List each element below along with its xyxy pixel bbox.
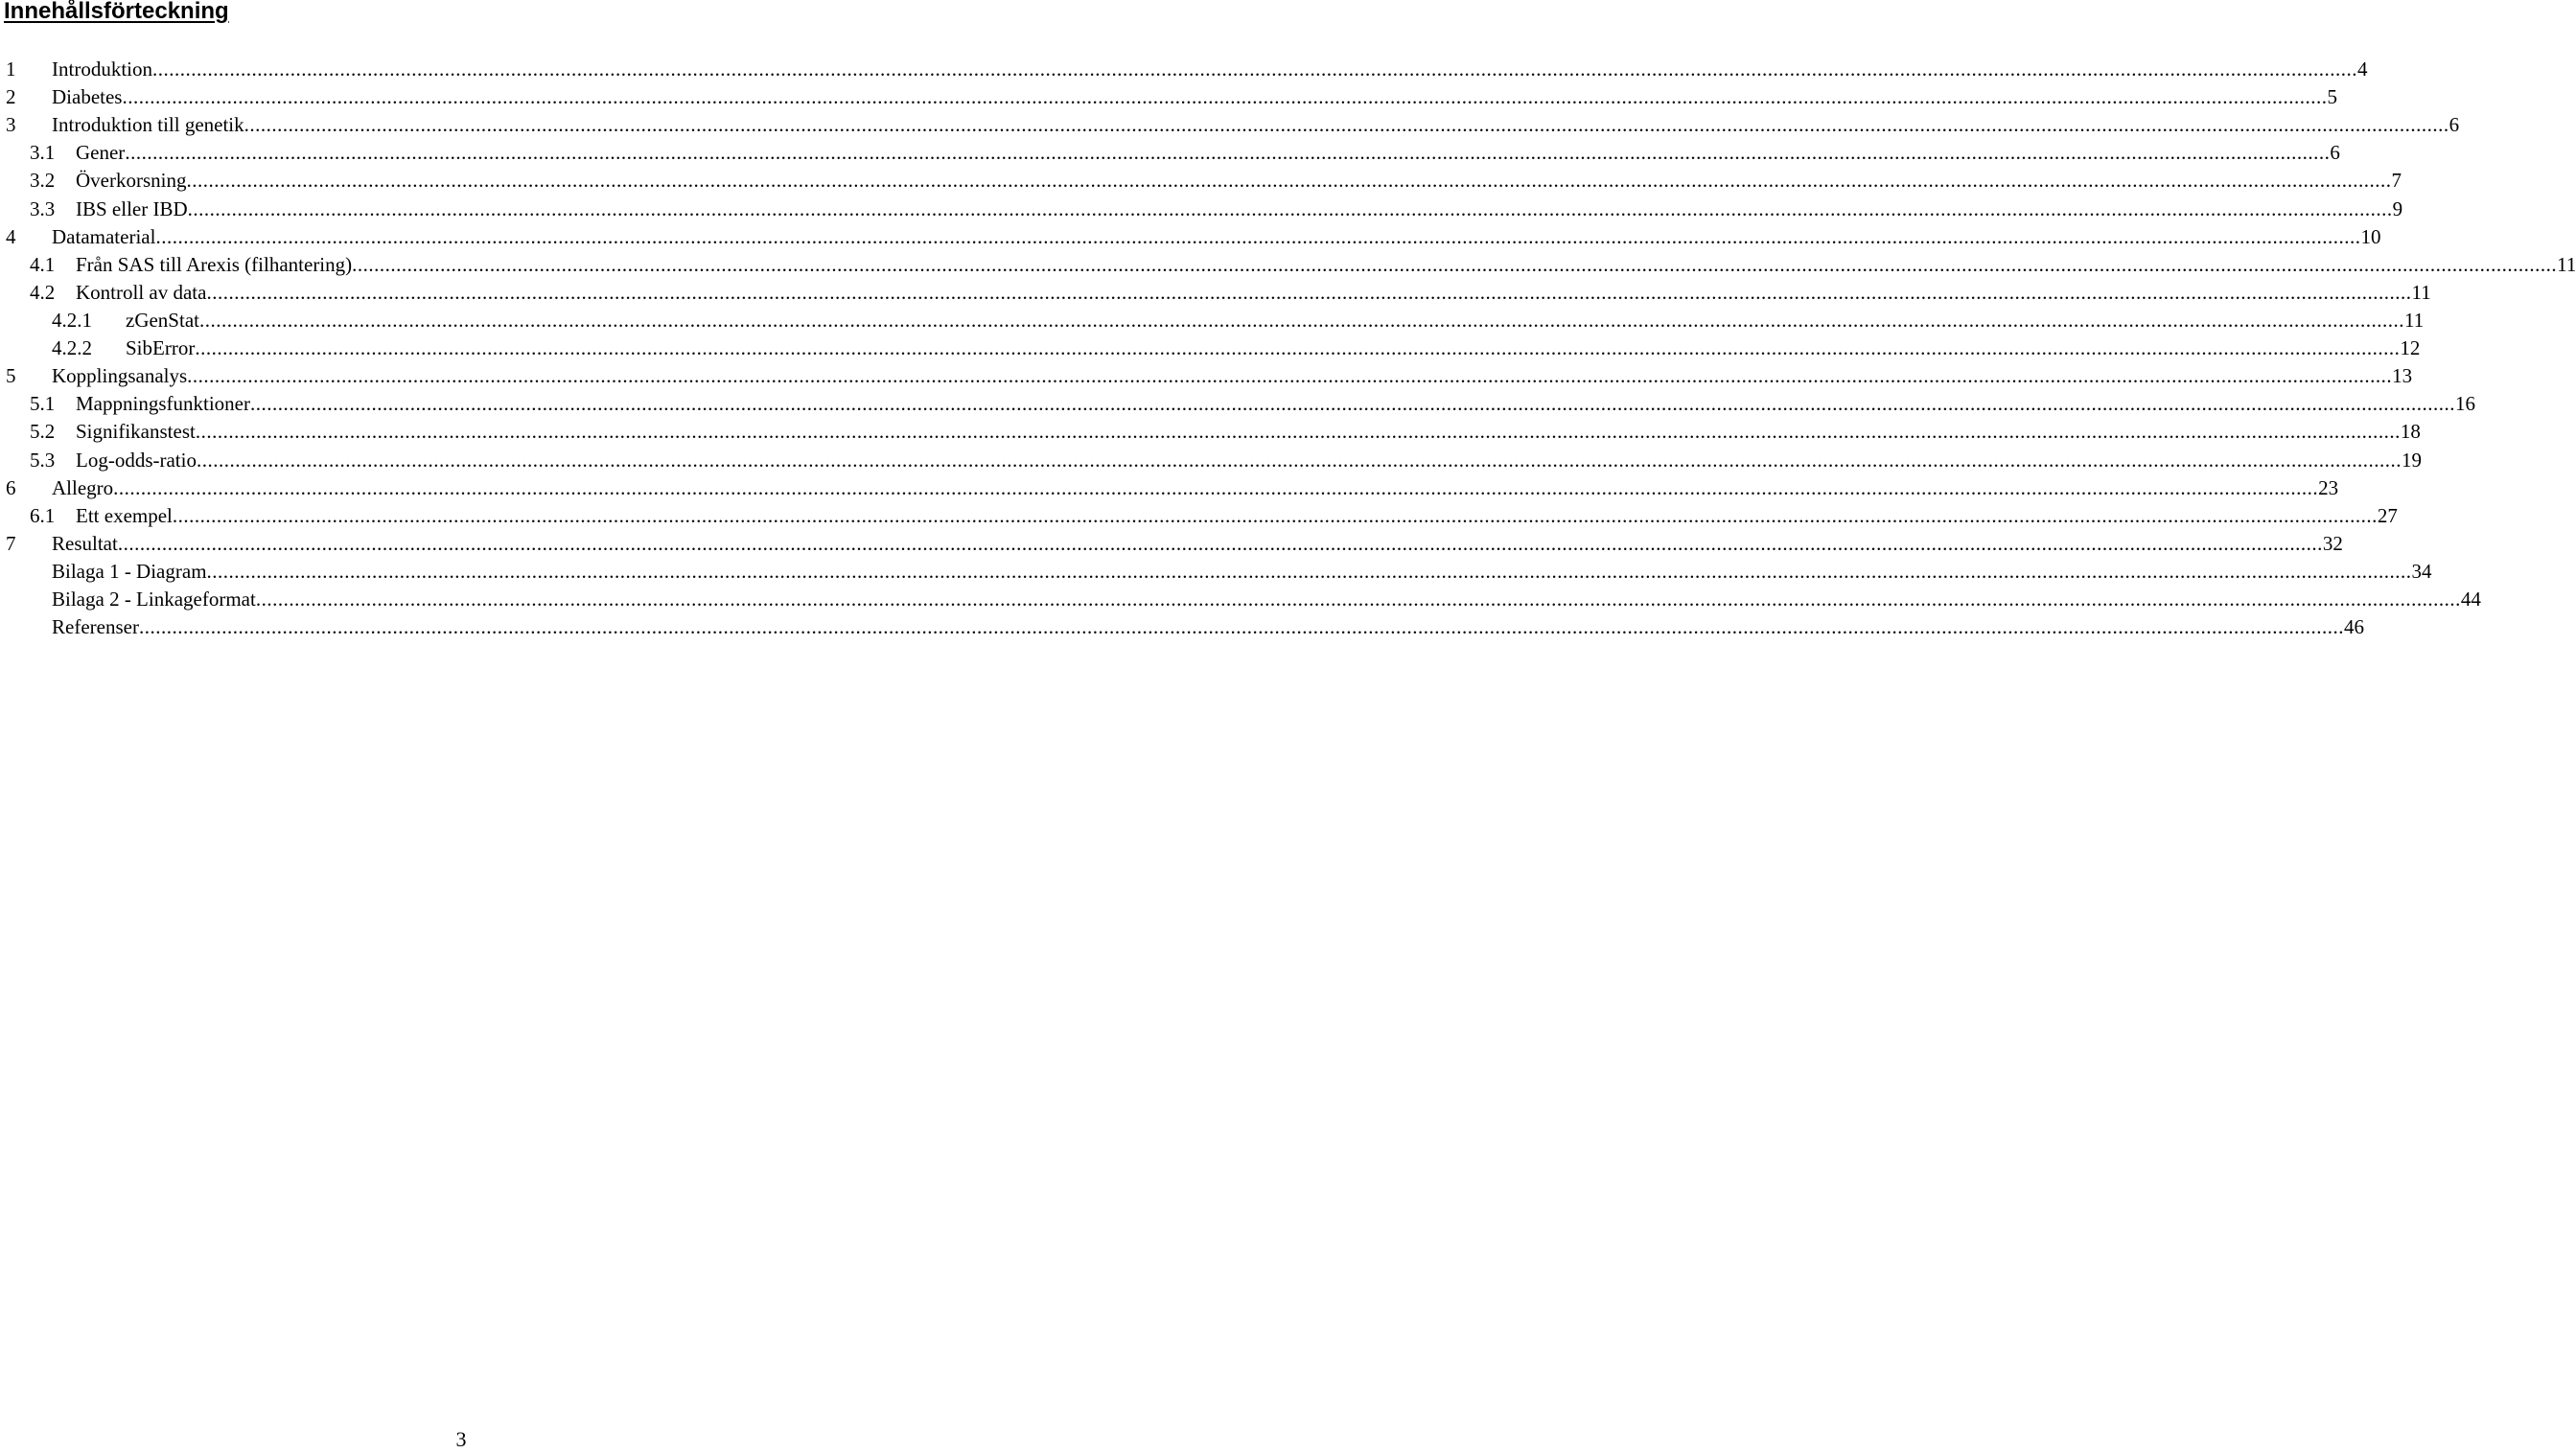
toc-entry-number: 5.2 — [30, 420, 56, 444]
toc-entry-line — [52, 474, 2339, 502]
toc-entry-line — [52, 586, 2481, 613]
toc-entry-page: 46 — [2343, 615, 2364, 639]
toc-entry-number: 5.3 — [30, 448, 56, 472]
page-title: Innehållsförteckning — [4, 0, 229, 24]
toc-entry-page: 4 — [2357, 58, 2368, 81]
toc-dot-leader: ................................................................................................................................................................................................................................................................................................................................................................................................................ — [172, 503, 2378, 527]
toc-entry-page: 11 — [2403, 308, 2425, 332]
toc-dot-leader: ................................................................................................................................................................................................................................................................................................................................................................................................................ — [117, 531, 2323, 555]
toc-entry-page: 27 — [2377, 503, 2398, 527]
toc-dot-leader: ................................................................................................................................................................................................................................................................................................................................................................................................................ — [138, 615, 2344, 639]
toc-dot-leader: ................................................................................................................................................................................................................................................................................................................................................................................................................ — [352, 252, 2558, 276]
toc-entry-number: 4.2.1 — [52, 308, 92, 332]
toc-entry-title: Allegro — [52, 475, 114, 499]
toc-entry-title: Signifikanstest — [76, 420, 196, 444]
toc-entry-line — [76, 418, 2421, 446]
toc-dot-leader: ................................................................................................................................................................................................................................................................................................................................................................................................................ — [255, 588, 2461, 611]
toc-entry-title: SibError — [126, 336, 196, 360]
toc-entry-title: Introduktion — [52, 58, 152, 81]
toc-entry-number: 3 — [6, 113, 16, 137]
toc-entry[interactable] — [0, 56, 2368, 83]
toc-entry-line — [52, 83, 2337, 111]
toc-entry-page: 19 — [2401, 448, 2422, 472]
toc-entry-title: IBS eller IBD — [76, 196, 188, 220]
toc-entry-page: 32 — [2322, 531, 2343, 555]
toc-entry[interactable] — [0, 418, 2421, 446]
toc-dot-leader: ................................................................................................................................................................................................................................................................................................................................................................................................................ — [186, 169, 2392, 193]
toc-dot-leader: ................................................................................................................................................................................................................................................................................................................................................................................................................ — [206, 280, 2412, 304]
toc-entry-number: 4.2.2 — [52, 336, 92, 360]
toc-entry-page: 18 — [2400, 420, 2421, 444]
toc-entry[interactable] — [0, 502, 2398, 530]
toc-entry[interactable] — [0, 334, 2421, 362]
page-number: 3 — [455, 1427, 467, 1451]
toc-dot-leader: ................................................................................................................................................................................................................................................................................................................................................................................................................ — [152, 58, 2357, 81]
toc-entry-title: Överkorsning — [76, 169, 187, 193]
toc-entry[interactable] — [0, 447, 2422, 474]
toc-entry-line — [76, 167, 2402, 195]
toc-entry-line — [76, 139, 2340, 167]
toc-entry-line — [52, 530, 2343, 558]
toc-entry-page: 7 — [2391, 169, 2402, 193]
toc-entry-title: Introduktion till genetik — [52, 113, 244, 137]
toc-dot-leader: ................................................................................................................................................................................................................................................................................................................................................................................................................ — [206, 559, 2412, 583]
toc-dot-leader: ................................................................................................................................................................................................................................................................................................................................................................................................................ — [196, 448, 2402, 472]
toc-entry-line — [52, 111, 2460, 139]
toc-entry-page: 23 — [2318, 475, 2339, 499]
toc-entry[interactable] — [0, 530, 2343, 558]
toc-entry-page: 16 — [2454, 392, 2475, 416]
table-of-contents — [0, 56, 2576, 641]
toc-entry-page: 6 — [2448, 113, 2460, 137]
toc-entry-page: 5 — [2327, 85, 2337, 109]
toc-entry[interactable] — [0, 167, 2402, 195]
toc-entry-line — [52, 558, 2432, 586]
toc-entry[interactable] — [0, 251, 2576, 279]
toc-entry-number: 4.1 — [30, 252, 56, 276]
toc-entry[interactable] — [0, 279, 2431, 307]
toc-entry-number: 3.1 — [30, 141, 56, 165]
toc-entry-line — [126, 334, 2421, 362]
toc-entry-number: 5.1 — [30, 392, 56, 416]
toc-entry-title: Bilaga 2 - Linkageformat — [52, 588, 256, 611]
toc-dot-leader: ................................................................................................................................................................................................................................................................................................................................................................................................................ — [187, 196, 2393, 220]
toc-entry-number: 3.2 — [30, 169, 56, 193]
toc-entry-number: 4.2 — [30, 280, 56, 304]
toc-entry-title: Log-odds-ratio — [76, 448, 197, 472]
toc-entry-number: 2 — [6, 85, 16, 109]
toc-entry[interactable] — [0, 362, 2413, 390]
toc-entry[interactable] — [0, 613, 2364, 641]
toc-dot-leader: ................................................................................................................................................................................................................................................................................................................................................................................................................ — [125, 141, 2331, 165]
toc-entry-page: 9 — [2392, 196, 2403, 220]
toc-entry-title: Bilaga 1 - Diagram — [52, 559, 207, 583]
toc-entry[interactable] — [0, 558, 2432, 586]
toc-entry-number: 7 — [6, 531, 16, 555]
toc-dot-leader: ................................................................................................................................................................................................................................................................................................................................................................................................................ — [187, 364, 2393, 388]
toc-entry-line — [52, 362, 2413, 390]
toc-entry-title: Från SAS till Arexis (filhantering) — [76, 252, 353, 276]
toc-entry-page: 11 — [2557, 252, 2576, 276]
toc-entry[interactable] — [0, 390, 2475, 418]
toc-entry-page: 34 — [2411, 559, 2432, 583]
toc-dot-leader: ................................................................................................................................................................................................................................................................................................................................................................................................................ — [195, 336, 2401, 360]
toc-entry[interactable] — [0, 139, 2340, 167]
toc-entry[interactable] — [0, 474, 2339, 502]
toc-entry-page: 13 — [2392, 364, 2413, 388]
toc-dot-leader: ................................................................................................................................................................................................................................................................................................................................................................................................................ — [122, 85, 2328, 109]
toc-dot-leader: ................................................................................................................................................................................................................................................................................................................................................................................................................ — [113, 475, 2319, 499]
toc-entry[interactable] — [0, 83, 2337, 111]
toc-dot-leader: ................................................................................................................................................................................................................................................................................................................................................................................................................ — [244, 113, 2449, 137]
toc-entry[interactable] — [0, 223, 2381, 251]
toc-entry-title: Datamaterial — [52, 224, 156, 248]
toc-entry-line — [52, 223, 2381, 251]
toc-entry-page: 12 — [2400, 336, 2421, 360]
toc-entry-line — [76, 196, 2403, 223]
toc-entry-line — [52, 613, 2364, 641]
toc-entry[interactable] — [0, 586, 2481, 613]
toc-entry-title: Referenser — [52, 615, 139, 639]
toc-entry-number: 5 — [6, 364, 16, 388]
toc-entry-line — [76, 390, 2475, 418]
toc-entry-line — [52, 56, 2368, 83]
toc-entry-page: 44 — [2460, 588, 2481, 611]
toc-entry-page: 11 — [2411, 280, 2431, 304]
toc-entry-number: 6.1 — [30, 503, 56, 527]
toc-entry-title: Kopplingsanalys — [52, 364, 188, 388]
toc-entry[interactable] — [0, 196, 2403, 223]
toc-entry-number: 6 — [6, 475, 16, 499]
toc-dot-leader: ................................................................................................................................................................................................................................................................................................................................................................................................................ — [249, 392, 2455, 416]
toc-entry[interactable] — [0, 307, 2425, 334]
toc-dot-leader: ................................................................................................................................................................................................................................................................................................................................................................................................................ — [198, 308, 2404, 332]
toc-dot-leader: ................................................................................................................................................................................................................................................................................................................................................................................................................ — [155, 224, 2361, 248]
toc-entry-number: 4 — [6, 224, 16, 248]
toc-entry[interactable] — [0, 111, 2460, 139]
toc-entry-title: zGenStat — [126, 308, 199, 332]
toc-entry-title: Kontroll av data — [76, 280, 207, 304]
toc-entry-number: 3.3 — [30, 196, 56, 220]
toc-entry-line — [126, 307, 2425, 334]
toc-entry-line — [76, 502, 2398, 530]
toc-entry-page: 6 — [2330, 141, 2340, 165]
toc-entry-title: Resultat — [52, 531, 118, 555]
toc-entry-title: Diabetes — [52, 85, 123, 109]
toc-entry-title: Ett exempel — [76, 503, 173, 527]
toc-entry-number: 1 — [6, 58, 16, 81]
toc-entry-line — [76, 279, 2431, 307]
toc-entry-line — [76, 251, 2576, 279]
toc-entry-line — [76, 447, 2422, 474]
toc-entry-page: 10 — [2360, 224, 2381, 248]
toc-entry-title: Gener — [76, 141, 126, 165]
toc-entry-title: Mappningsfunktioner — [76, 392, 250, 416]
toc-dot-leader: ................................................................................................................................................................................................................................................................................................................................................................................................................ — [195, 420, 2401, 444]
